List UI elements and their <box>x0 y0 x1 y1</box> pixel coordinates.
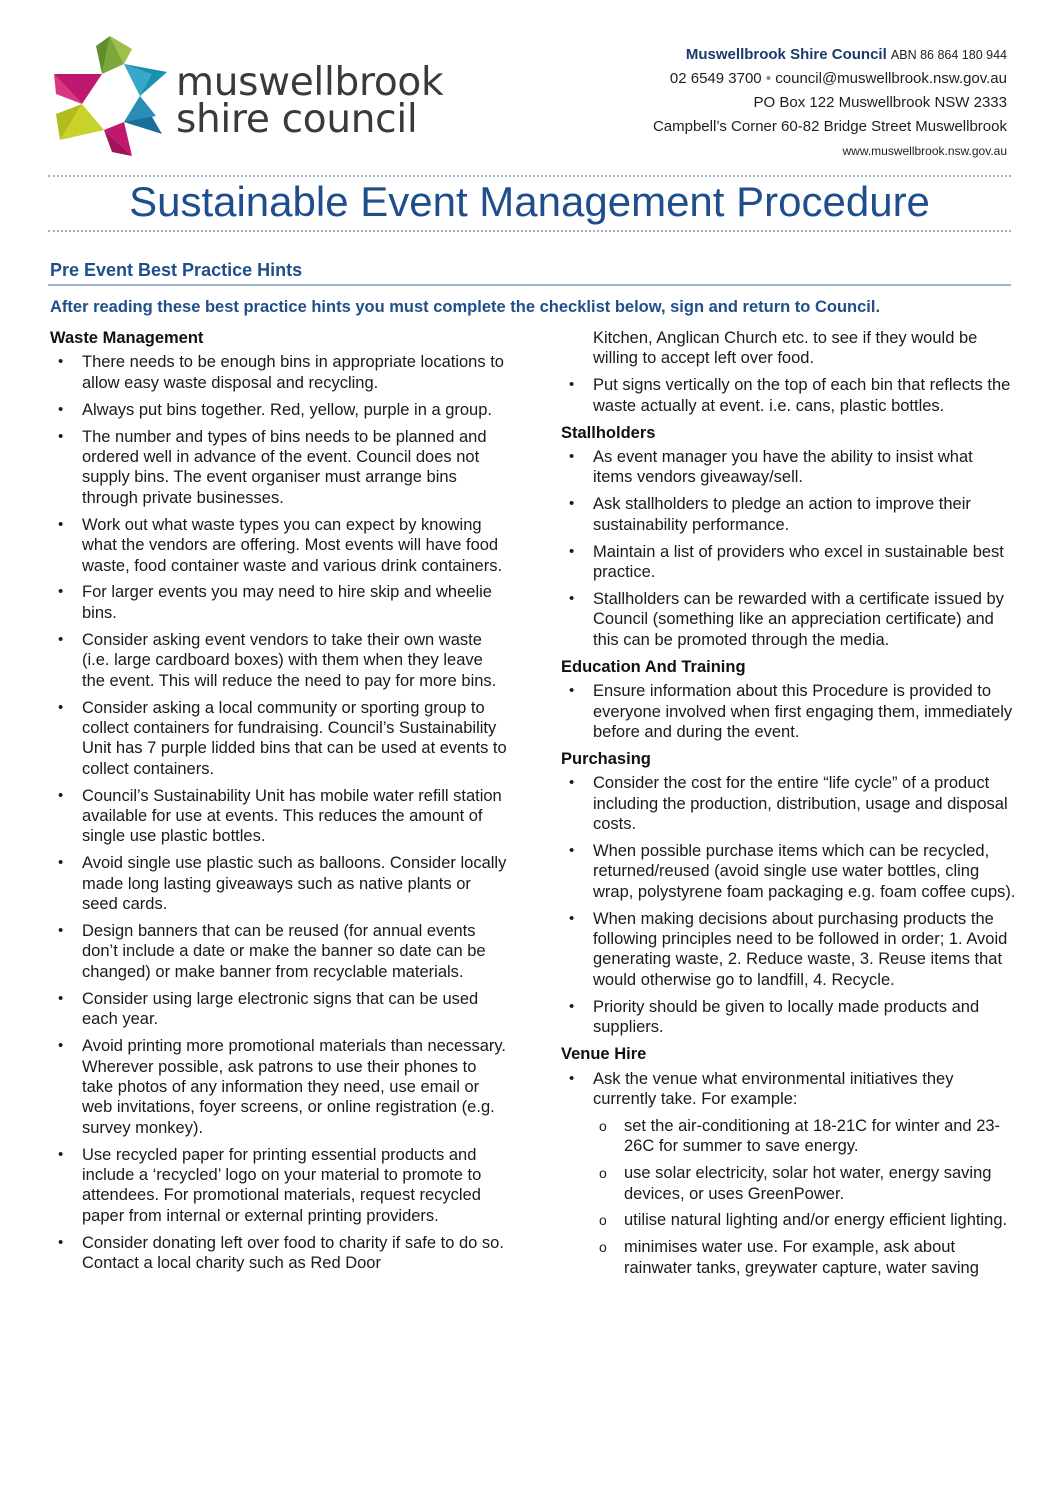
education-list <box>561 681 1016 742</box>
street-address: Campbell’s Corner 60-82 Bridge Street Muswellbrook <box>652 118 1007 135</box>
list-item: • Avoid single use plastic such as balloons. Consider locally made long lasting giveaways such as native plants or seed cards. <box>50 853 510 914</box>
page-title: Sustainable Event Management Procedure <box>129 178 930 225</box>
sub-list-item: o set the air-conditioning at 18-21C for winter and 23-26C for summer to save energy. <box>561 1116 1016 1157</box>
list-item: • For larger events you may need to hire skip and wheelie bins. <box>50 582 510 623</box>
abn: ABN 86 864 180 944 <box>890 48 1007 62</box>
right-column <box>561 328 1016 1285</box>
stallholders-list <box>561 447 1016 650</box>
section-title: Pre Event Best Practice Hints <box>50 260 303 280</box>
sub-list-item: o minimises water use. For example, ask about rainwater tanks, greywater capture, water saving <box>561 1237 1016 1278</box>
venue-list <box>561 1069 1016 1279</box>
sub-list-item: o utilise natural lighting and/or energy efficient lighting. <box>561 1210 1016 1230</box>
list-item: • Consider asking a local community or sporting group to collect containers for fundraising. Council’s Sustainability Unit has 7 purple lidded bins that can be used at events to collect containers. <box>50 698 510 780</box>
waste-list-continued <box>561 375 1016 416</box>
contact-block <box>653 43 1007 163</box>
council-logo <box>52 34 472 159</box>
list-item: • Council’s Sustainability Unit has mobile water refill station available for use at events. This reduces the amount of single use plastic bottles. <box>50 786 510 847</box>
website-link[interactable]: www.muswellbrook.nsw.gov.au <box>842 144 1007 158</box>
phone-email-line <box>653 67 1007 91</box>
waste-list <box>50 352 510 1273</box>
list-item: • Design banners that can be reused (for annual events don’t include a date or make the banner so date can be changed) or make banner from recyclable materials. <box>50 921 510 982</box>
list-item: • Use recycled paper for printing essential products and include a ‘recycled’ logo on your material to promote to attendees. For promotional materials, request recycled paper from internal or external printing providers. <box>50 1145 510 1227</box>
list-item: • The number and types of bins needs to be planned and ordered well in advance of the event. Council does not supply bins. The event organiser must arrange bins through private businesses. <box>50 427 510 509</box>
list-item: • Stallholders can be rewarded with a certificate issued by Council (something like an appreciation certificate) and this can be promoted through the media. <box>561 589 1016 650</box>
purchasing-heading: Purchasing <box>561 749 651 768</box>
logo-line-1: muswellbrook <box>176 60 444 105</box>
title-divider <box>48 230 1011 232</box>
list-item: • Priority should be given to locally made products and suppliers. <box>561 997 1016 1038</box>
stallholders-heading: Stallholders <box>561 423 656 442</box>
org-name: Muswellbrook Shire Council <box>685 46 887 63</box>
instruction-text: After reading these best practice hints you must complete the checklist below, sign and return to Council. <box>50 298 881 316</box>
list-item: • Put signs vertically on the top of each bin that reflects the waste actually at event. i.e. cans, plastic bottles. <box>561 375 1016 416</box>
waste-heading: Waste Management <box>50 329 204 347</box>
logo-line-2: shire council <box>176 97 418 142</box>
po-box: PO Box 122 Muswellbrook NSW 2333 <box>753 94 1007 111</box>
top-divider <box>48 175 1011 177</box>
separator: • <box>765 70 772 87</box>
venue-heading: Venue Hire <box>561 1045 647 1064</box>
list-item: • Consider asking event vendors to take their own waste (i.e. large cardboard boxes) with them when they leave the event. This will reduce the need to pay for more bins. <box>50 630 510 691</box>
sub-list-item: o use solar electricity, solar hot water, energy saving devices, or uses GreenPower. <box>561 1163 1016 1204</box>
email[interactable]: council@muswellbrook.nsw.gov.au <box>775 70 1007 87</box>
logo-wordmark <box>176 60 444 142</box>
list-item: • Consider using large electronic signs that can be used each year. <box>50 989 510 1030</box>
list-item: • Ask the venue what environmental initiatives they currently take. For example: <box>561 1069 1016 1110</box>
education-heading: Education And Training <box>561 657 746 676</box>
list-item: • Consider donating left over food to charity if safe to do so. Contact a local charity such as Red Door <box>50 1233 510 1274</box>
list-item: • Ensure information about this Procedure is provided to everyone involved when first engaging them, immediately before and during the event. <box>561 681 1016 742</box>
list-item: • Consider the cost for the entire “life cycle” of a product including the production, distribution, usage and disposal costs. <box>561 773 1016 834</box>
list-item: • When possible purchase items which can be recycled, returned/reused (avoid single use water bottles, cling wrap, polystyrene foam packaging e.g. foam coffee cups). <box>561 841 1016 902</box>
list-item: • Always put bins together. Red, yellow, purple in a group. <box>50 400 510 420</box>
list-item: • As event manager you have the ability to insist what items vendors giveaway/sell. <box>561 447 1016 488</box>
page-header <box>0 0 1059 175</box>
list-item: • When making decisions about purchasing products the following principles need to be followed in order; 1. Avoid generating waste, 2. Reduce waste, 3. Reuse items that would otherwise go to landfill, 4. Recycle. <box>561 909 1016 991</box>
list-item: • Avoid printing more promotional materials than necessary. Wherever possible, ask patrons to use their phones to take photos of any information they need, use email or web invitations, foyer screens, or online registration (e.g. survey monkey). <box>50 1036 510 1138</box>
list-item-continued: Kitchen, Anglican Church etc. to see if they would be willing to accept left over food. <box>593 329 978 368</box>
org-line <box>653 43 1007 67</box>
purchasing-list <box>561 773 1016 1037</box>
list-item: • Maintain a list of providers who excel in sustainable best practice. <box>561 542 1016 583</box>
left-column <box>50 328 510 1280</box>
list-item: • Ask stallholders to pledge an action to improve their sustainability performance. <box>561 494 1016 535</box>
star-logo-icon <box>52 34 172 159</box>
list-item: • There needs to be enough bins in appropriate locations to allow easy waste disposal and recycling. <box>50 352 510 393</box>
list-item: • Work out what waste types you can expect by knowing what the vendors are offering. Most events will have food waste, food container waste and various drink containers. <box>50 515 510 576</box>
phone: 02 6549 3700 <box>669 70 762 87</box>
section-rule <box>48 284 1011 286</box>
